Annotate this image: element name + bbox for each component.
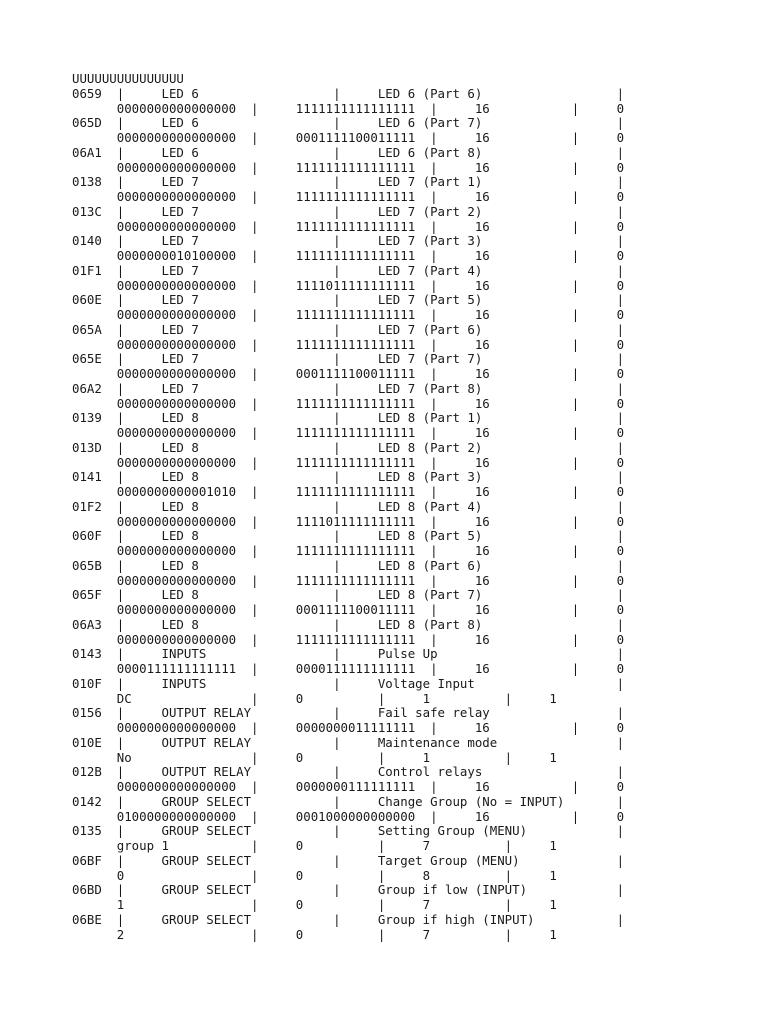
- document-header: UUUUUUUUUUUUUUU: [72, 71, 184, 86]
- register-line: 065D | LED 6 | LED 6 (Part 7) |: [72, 115, 625, 131]
- register-values-line: 1 | 0 | 7 | 1: [72, 897, 557, 912]
- register-line: 06A2 | LED 7 | LED 7 (Part 8) |: [72, 380, 625, 396]
- register-values-line: 0000000000000000 | 0001111100011111 | 16 | 0: [72, 602, 625, 617]
- register-line: 0140 | LED 7 | LED 7 (Part 3) |: [72, 233, 625, 249]
- register-values-line: group 1 | 0 | 7 | 1: [72, 838, 557, 853]
- register-values-line: 0000000000000000 | 1111011111111111 | 16 | 0: [72, 513, 625, 529]
- register-values-line: 2 | 0 | 7 | 1: [72, 926, 557, 942]
- register-line: 06BE | GROUP SELECT | Group if high (INPUT) |: [72, 911, 625, 927]
- register-values-line: 0000000000000000 | 0000000111111111 | 16 | 0: [72, 779, 625, 794]
- register-line: 010F | INPUTS | Voltage Input |: [72, 675, 625, 691]
- register-values-line: 0000000000000000 | 0000000011111111 | 16 | 0: [72, 720, 625, 735]
- register-line: 010E | OUTPUT RELAY | Maintenance mode |: [72, 734, 625, 750]
- register-values-line: 0000000000000000 | 1111111111111111 | 16 | 0: [72, 454, 625, 470]
- document-text: [72, 72, 624, 942]
- register-line: 01F1 | LED 7 | LED 7 (Part 4) |: [72, 262, 625, 278]
- register-values-line: 0000000000000000 | 1111111111111111 | 16 | 0: [72, 307, 625, 322]
- register-line: 0142 | GROUP SELECT | Change Group (No = INPUT) |: [72, 793, 625, 809]
- register-values-line: 0000111111111111 | 0000111111111111 | 16 | 0: [72, 661, 625, 676]
- register-line: 013C | LED 7 | LED 7 (Part 2) |: [72, 203, 625, 219]
- register-line: 0659 | LED 6 | LED 6 (Part 6) |: [72, 85, 625, 101]
- register-values-line: 0000000000000000 | 1111111111111111 | 16 | 0: [72, 189, 625, 204]
- register-listing: [72, 87, 624, 943]
- register-values-line: 0000000000000000 | 1111011111111111 | 16 | 0: [72, 277, 625, 293]
- register-values-line: 0000000000001010 | 1111111111111111 | 16 | 0: [72, 484, 625, 499]
- register-line: 065A | LED 7 | LED 7 (Part 6) |: [72, 321, 625, 337]
- register-values-line: No | 0 | 1 | 1: [72, 749, 557, 765]
- register-line: 06BD | GROUP SELECT | Group if low (INPUT) |: [72, 882, 625, 898]
- register-line: 0138 | LED 7 | LED 7 (Part 1) |: [72, 174, 625, 190]
- register-line: 065E | LED 7 | LED 7 (Part 7) |: [72, 351, 625, 367]
- register-line: 012B | OUTPUT RELAY | Control relays |: [72, 764, 625, 780]
- register-values-line: 0000000010100000 | 1111111111111111 | 16 | 0: [72, 248, 625, 263]
- register-values-line: DC | 0 | 1 | 1: [72, 690, 557, 706]
- register-line: 06BF | GROUP SELECT | Target Group (MENU) |: [72, 852, 625, 868]
- register-values-line: 0100000000000000 | 0001000000000000 | 16 | 0: [72, 808, 625, 824]
- register-line: 065B | LED 8 | LED 8 (Part 6) |: [72, 557, 625, 573]
- register-line: 06A1 | LED 6 | LED 6 (Part 8) |: [72, 144, 625, 160]
- register-line: 0141 | LED 8 | LED 8 (Part 3) |: [72, 469, 625, 485]
- register-line: 06A3 | LED 8 | LED 8 (Part 8) |: [72, 616, 625, 632]
- register-values-line: 0000000000000000 | 0001111100011111 | 16 | 0: [72, 130, 625, 145]
- register-line: 060E | LED 7 | LED 7 (Part 5) |: [72, 292, 625, 308]
- register-values-line: 0000000000000000 | 1111111111111111 | 16 | 0: [72, 631, 625, 647]
- register-values-line: 0 | 0 | 8 | 1: [72, 867, 557, 883]
- register-values-line: 0000000000000000 | 1111111111111111 | 16 | 0: [72, 159, 625, 175]
- register-values-line: 0000000000000000 | 1111111111111111 | 16 | 0: [72, 218, 625, 234]
- register-values-line: 0000000000000000 | 0001111100011111 | 16 | 0: [72, 366, 625, 381]
- register-line: 0156 | OUTPUT RELAY | Fail safe relay |: [72, 705, 625, 721]
- register-values-line: 0000000000000000 | 1111111111111111 | 16 | 0: [72, 100, 625, 116]
- register-line: 013D | LED 8 | LED 8 (Part 2) |: [72, 439, 625, 455]
- register-values-line: 0000000000000000 | 1111111111111111 | 16 | 0: [72, 543, 625, 558]
- register-values-line: 0000000000000000 | 1111111111111111 | 16 | 0: [72, 425, 625, 440]
- register-values-line: 0000000000000000 | 1111111111111111 | 16 | 0: [72, 336, 625, 352]
- register-line: 060F | LED 8 | LED 8 (Part 5) |: [72, 528, 625, 544]
- register-line: 01F2 | LED 8 | LED 8 (Part 4) |: [72, 498, 625, 514]
- register-line: 0139 | LED 8 | LED 8 (Part 1) |: [72, 410, 625, 426]
- register-line: 0135 | GROUP SELECT | Setting Group (MENU) |: [72, 823, 625, 839]
- register-values-line: 0000000000000000 | 1111111111111111 | 16 | 0: [72, 395, 625, 411]
- register-line: 0143 | INPUTS | Pulse Up |: [72, 646, 625, 662]
- register-values-line: 0000000000000000 | 1111111111111111 | 16 | 0: [72, 572, 625, 588]
- register-line: 065F | LED 8 | LED 8 (Part 7) |: [72, 587, 625, 603]
